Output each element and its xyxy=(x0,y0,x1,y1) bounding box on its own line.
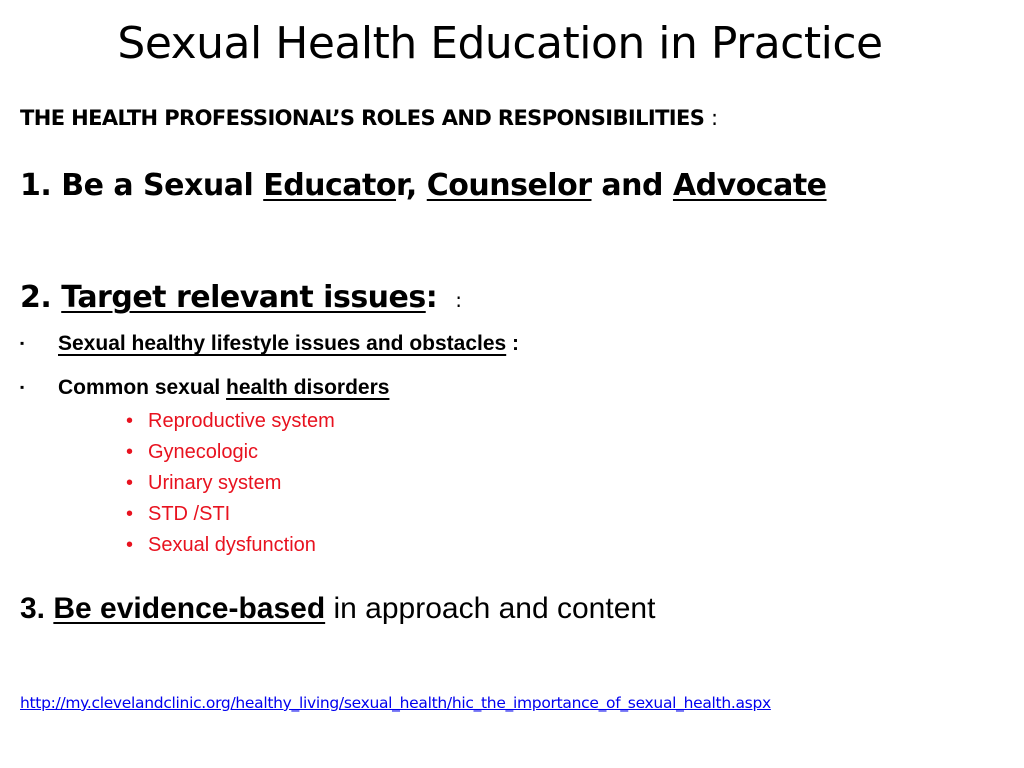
lifestyle-colon: : xyxy=(506,332,520,355)
list-item xyxy=(126,408,335,439)
bullet-disorders xyxy=(20,376,389,400)
slide-title: Sexual Health Education in Practice xyxy=(117,18,883,69)
target-issues-term: Target relevant issues xyxy=(61,280,426,315)
point-3-number: 3. xyxy=(20,592,54,625)
list-item xyxy=(126,501,335,532)
list-item xyxy=(126,439,335,470)
point-2 xyxy=(20,280,461,315)
dot-bullet-icon: • xyxy=(126,410,134,432)
educator-rest: r, xyxy=(396,168,427,203)
lifestyle-text: Sexual healthy lifestyle issues and obstacles xyxy=(58,332,507,355)
dot-bullet-icon: • xyxy=(126,441,134,463)
point-3 xyxy=(20,592,655,626)
square-bullet-icon: ▪ xyxy=(20,380,25,394)
evidence-based-term: Be evidence-based xyxy=(53,592,326,625)
disorders-sublist xyxy=(126,408,335,563)
point-1 xyxy=(20,168,827,203)
educator-term: Educato xyxy=(263,168,397,203)
list-item xyxy=(126,532,335,563)
list-item-text: Urinary system xyxy=(148,472,282,494)
dot-bullet-icon: • xyxy=(126,472,134,494)
advocate-term: Advocate xyxy=(672,168,827,203)
list-item xyxy=(126,470,335,501)
disorders-prefix: Common sexual xyxy=(58,376,227,399)
point-2-colon-small: : xyxy=(455,288,462,312)
point-3-rest: in approach and content xyxy=(325,592,656,625)
and-word: and xyxy=(591,168,673,203)
disorders-term: health disorders xyxy=(226,376,390,399)
point-1-prefix: 1. Be a Sexual xyxy=(20,168,264,203)
square-bullet-icon: ▪ xyxy=(20,336,25,350)
point-2-prefix: 2. xyxy=(20,280,62,315)
subtitle-text: THE HEALTH PROFESSIONAL’S ROLES AND RESPONSIBILITIES xyxy=(20,106,705,130)
dot-bullet-icon: • xyxy=(126,503,134,525)
source-link[interactable]: http://my.clevelandclinic.org/healthy_living/sexual_health/hic_the_importance_of_sexual_health.aspx xyxy=(20,694,771,712)
subtitle-colon: : xyxy=(711,106,718,130)
bullet-lifestyle xyxy=(20,332,519,356)
section-subtitle xyxy=(20,106,718,130)
list-item-text: Gynecologic xyxy=(148,441,259,463)
list-item-text: STD /STI xyxy=(148,503,231,525)
dot-bullet-icon: • xyxy=(126,534,134,556)
list-item-text: Sexual dysfunction xyxy=(148,534,316,556)
list-item-text: Reproductive system xyxy=(148,410,335,432)
point-2-colon: : xyxy=(425,280,438,315)
counselor-term: Counselor xyxy=(426,168,592,203)
